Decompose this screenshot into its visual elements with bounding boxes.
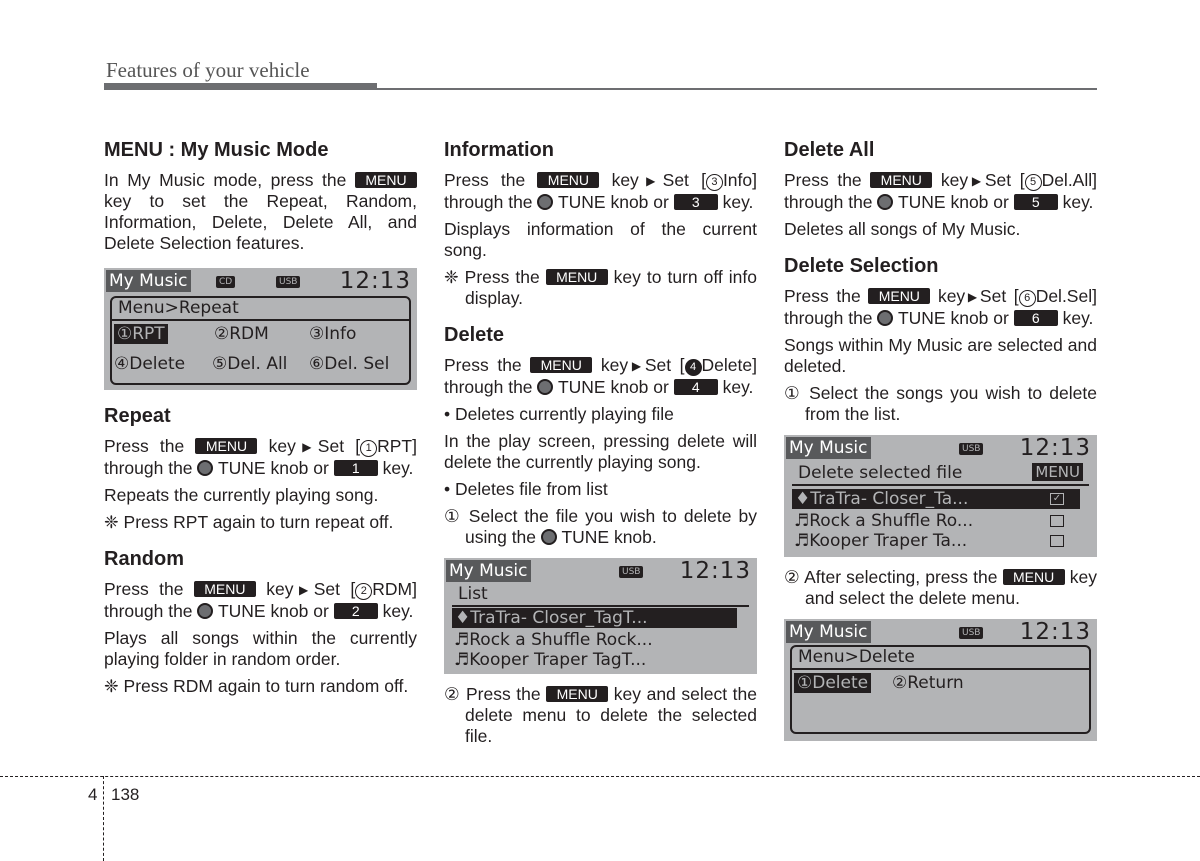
menu-key-icon: MENU	[870, 172, 932, 188]
page-number: 138	[111, 785, 140, 804]
arrow-right-icon: ▶	[968, 174, 985, 188]
lcd-rule	[452, 605, 749, 607]
section-title-delete-all: Delete All	[784, 139, 875, 161]
info-description: Displays information of the current song.	[444, 219, 757, 260]
list-item: ♬Rock a Shuffle Ro...	[794, 511, 974, 531]
menu-item-rpt: ①RPT	[114, 324, 168, 344]
delete-selection-instruction: Press the MENU key▶Set [ 6 Del.Sel] through the TUNE knob or 6 key.	[784, 286, 1097, 328]
random-description: Plays all songs within the currently playing folder in random order.	[104, 628, 417, 669]
section-title-delete: Delete	[444, 324, 505, 346]
menu-key-icon: MENU	[355, 172, 417, 188]
list-item-selected: ♦TraTra- Closer_Ta...	[792, 489, 1080, 509]
menu-item-return: ②Return	[892, 673, 964, 693]
menu-key-icon: MENU	[868, 288, 930, 304]
random-note: ❈ Press RDM again to turn random off.	[104, 676, 409, 696]
header-rule-thin	[104, 88, 1097, 90]
delete-instruction: Press the MENU key▶Set [ 4 Delete] through the TUNE knob or 4 key.	[444, 355, 757, 397]
menu-key-icon: MENU	[530, 357, 592, 373]
menu-item-info: ③Info	[309, 324, 357, 344]
delete-bullet-2: • Deletes file from list	[444, 479, 608, 499]
lcd-screen-list	[444, 558, 757, 674]
key-1-icon: 1	[334, 460, 378, 476]
delete-step-1: ① Select the file you wish to delete by using the TUNE knob.	[444, 506, 757, 547]
lcd-path: Delete selected file	[798, 463, 963, 483]
column-3	[784, 138, 1097, 755]
key-6-icon: 6	[1014, 310, 1058, 326]
key-3-icon: 3	[674, 194, 718, 210]
lcd-rule	[112, 319, 409, 321]
lcd-path: Menu>Repeat	[118, 298, 239, 318]
delete-selection-description: Songs within My Music are selected and deleted.	[784, 335, 1097, 376]
column-2	[444, 138, 757, 753]
section-title-delete-selection: Delete Selection	[784, 255, 939, 277]
checkbox-empty-icon	[1050, 535, 1064, 547]
arrow-right-icon: ▶	[295, 440, 318, 454]
chapter-number: 4	[88, 785, 98, 804]
repeat-note: ❈ Press RPT again to turn repeat off.	[104, 512, 394, 532]
menu-key-icon: MENU	[537, 172, 599, 188]
usb-icon: USB	[959, 443, 983, 455]
tune-knob-icon	[537, 379, 553, 395]
tune-knob-icon	[877, 310, 893, 326]
number-6-icon: 6	[1019, 290, 1036, 307]
menu-item-del-all: ⑤Del. All	[212, 354, 288, 374]
lcd-time: 12:13	[1019, 619, 1091, 645]
arrow-right-icon: ▶	[638, 174, 663, 188]
lcd-screen-delete-selected	[784, 435, 1097, 557]
info-note: ❈ Press the MENU key to turn off info display.	[444, 267, 757, 308]
footer-vertical-rule	[103, 776, 104, 861]
delete-bullet-1: • Deletes currently playing file	[444, 404, 674, 424]
section-title-my-music-mode: MENU : My Music Mode	[104, 139, 329, 161]
delete-all-instruction: Press the MENU key▶Set [ 5 Del.All] through the TUNE knob or 5 key.	[784, 170, 1097, 212]
menu-key-icon: MENU	[1003, 569, 1065, 585]
list-item: ♬Kooper Traper Ta...	[794, 531, 968, 551]
lcd-rule	[792, 668, 1089, 670]
usb-icon: USB	[959, 627, 983, 639]
lcd-time: 12:13	[339, 268, 411, 294]
section-title-information: Information	[444, 139, 554, 161]
lcd-time: 12:13	[679, 558, 751, 584]
random-instruction: Press the MENU key▶Set [ 2 RDM] through the TUNE knob or 2 key.	[104, 579, 417, 621]
lcd-brand: My Music	[786, 621, 871, 643]
key-2-icon: 2	[334, 603, 378, 619]
lcd-menu-badge: MENU	[1032, 463, 1083, 481]
intro-paragraph: In My Music mode, press the MENU key to set the Repeat, Random, Information, Delete, Delete All, and Delete Selection features.	[104, 170, 417, 253]
menu-item-delete: ④Delete	[114, 354, 186, 374]
header-title: Features of your vehicle	[106, 58, 310, 82]
tune-knob-icon	[197, 460, 213, 476]
tune-knob-icon	[877, 194, 893, 210]
lcd-brand: My Music	[786, 437, 871, 459]
lcd-screen-menu-repeat	[104, 268, 417, 390]
key-4-icon: 4	[674, 379, 718, 395]
menu-key-icon: MENU	[195, 438, 257, 454]
menu-item-delete: ①Delete	[794, 673, 871, 693]
delete-play-description: In the play screen, pressing delete will delete the currently playing song.	[444, 431, 757, 472]
delete-selection-step-2: ② After selecting, press the MENU key and select the delete menu.	[784, 567, 1097, 608]
section-title-repeat: Repeat	[104, 405, 171, 427]
lcd-rule	[792, 484, 1089, 486]
arrow-right-icon: ▶	[293, 583, 314, 597]
lcd-brand: My Music	[446, 560, 531, 582]
menu-key-icon: MENU	[546, 686, 608, 702]
checkbox-empty-icon	[1050, 515, 1064, 527]
number-4-icon: 4	[685, 359, 702, 376]
delete-selection-step-1: ① Select the songs you wish to delete from the list.	[784, 383, 1097, 424]
cd-icon: CD	[216, 276, 235, 288]
column-1	[104, 138, 417, 703]
number-2-icon: 2	[355, 583, 372, 600]
menu-item-del-sel: ⑥Del. Sel	[309, 354, 390, 374]
lcd-brand: My Music	[106, 270, 191, 292]
lcd-path: List	[458, 584, 488, 604]
arrow-right-icon: ▶	[628, 359, 645, 373]
list-item: ♬Kooper Traper TagT...	[454, 650, 647, 670]
tune-knob-icon	[197, 603, 213, 619]
menu-key-icon: MENU	[546, 269, 608, 285]
usb-icon: USB	[619, 566, 643, 578]
info-instruction: Press the MENU key▶Set [ 3 Info] through the TUNE knob or 3 key.	[444, 170, 757, 212]
number-5-icon: 5	[1025, 174, 1042, 191]
usb-icon: USB	[276, 276, 300, 288]
lcd-time: 12:13	[1019, 435, 1091, 461]
menu-key-icon: MENU	[194, 581, 256, 597]
list-item: ♬Rock a Shuffle Rock...	[454, 630, 653, 650]
checkbox-checked-icon: ✓	[1050, 493, 1064, 505]
tune-knob-icon	[537, 194, 553, 210]
list-item-selected: ♦TraTra- Closer_TagT...	[452, 608, 737, 628]
repeat-description: Repeats the currently playing song.	[104, 485, 379, 505]
delete-all-description: Deletes all songs of My Music.	[784, 219, 1021, 239]
menu-item-rdm: ②RDM	[214, 324, 269, 344]
tune-knob-icon	[541, 529, 557, 545]
key-5-icon: 5	[1014, 194, 1058, 210]
lcd-path: Menu>Delete	[798, 647, 915, 667]
number-3-icon: 3	[706, 174, 723, 191]
footer-rule	[0, 776, 1200, 777]
section-title-random: Random	[104, 548, 184, 570]
number-1-icon: 1	[360, 440, 377, 457]
lcd-screen-menu-delete	[784, 619, 1097, 741]
delete-step-2: ② Press the MENU key and select the delete menu to delete the selected file.	[444, 684, 757, 746]
arrow-right-icon: ▶	[965, 290, 980, 304]
repeat-instruction: Press the MENU key▶Set [ 1 RPT] through the TUNE knob or 1 key.	[104, 436, 417, 478]
